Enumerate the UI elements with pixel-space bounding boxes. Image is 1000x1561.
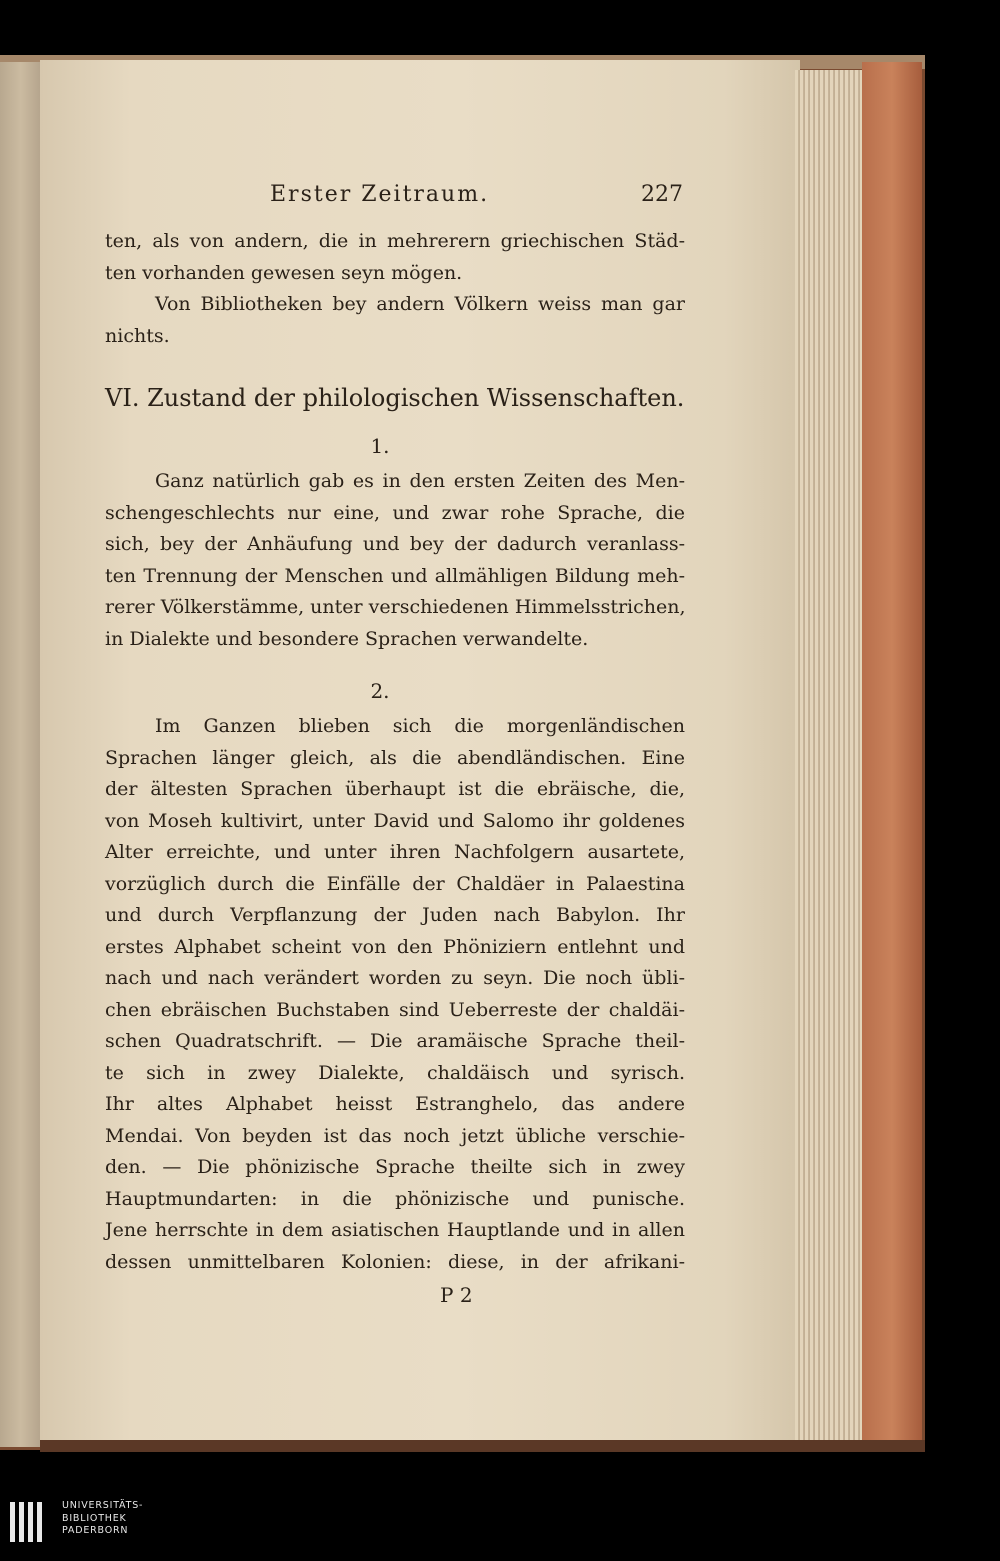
- text-line: chen ebräischen Buchstaben sind Ueberreste der chaldäi-: [105, 998, 685, 1021]
- text-line: der ältesten Sprachen überhaupt ist die ebräische, die,: [105, 778, 685, 800]
- section-number: 1.: [370, 434, 390, 458]
- text-line: nach und nach verändert worden zu seyn. Die noch übli-: [105, 967, 685, 989]
- text-line: ten vorhanden gewesen seyn mögen.: [105, 261, 463, 284]
- text-line: den. — Die phönizische Sprache theilte sich in zwey: [105, 1156, 685, 1178]
- text-line: schen Quadratschrift. — Die aramäische Sprache theil-: [105, 1030, 685, 1052]
- library-logo-line: BIBLIOTHEK: [62, 1512, 127, 1524]
- text-line: von Moseh kultivirt, unter David und Salomo ihr goldenes: [105, 809, 685, 832]
- running-head-title: Erster Zeitraum.: [270, 182, 490, 207]
- text-line: in Dialekte und besondere Sprachen verwandelte.: [105, 627, 589, 650]
- library-logo-text: [62, 1500, 143, 1538]
- library-logo-line: PADERBORN: [62, 1525, 129, 1536]
- text-line: Mendai. Von beyden ist das noch jetzt übliche verschie-: [105, 1124, 685, 1147]
- text-line: nichts.: [105, 324, 170, 347]
- section-heading: VI. Zustand der philologischen Wissenschaften.: [105, 384, 685, 412]
- text-line: und durch Verpflanzung der Juden nach Babylon. Ihr: [105, 904, 685, 926]
- text-line: erstes Alphabet scheint von den Phöniziern entlehnt und: [105, 935, 685, 958]
- text-line: sich, bey der Anhäufung und bey der dadurch veranlass-: [105, 533, 685, 555]
- text-line: schengeschlechts nur eine, und zwar rohe Sprache, die: [105, 501, 685, 524]
- text-line: Im Ganzen blieben sich die morgenländischen: [155, 715, 685, 737]
- text-line: rerer Völkerstämme, unter verschiedenen Himmelsstrichen,: [105, 596, 686, 618]
- text-line: ten, als von andern, die in mehrerern griechischen Städ-: [105, 230, 685, 252]
- signature-mark: P 2: [440, 1283, 473, 1307]
- text-line: Ganz natürlich gab es in den ersten Zeiten des Men-: [155, 470, 685, 492]
- page-number: 227: [641, 182, 683, 207]
- page-fore-edge: [795, 70, 865, 1442]
- cover-edge: [862, 62, 922, 1447]
- text-line: Hauptmundarten: in die phönizische und punische.: [105, 1187, 685, 1210]
- text-line: dessen unmittelbaren Kolonien: diese, in der afrikani-: [105, 1250, 685, 1273]
- page-text: [105, 178, 685, 1278]
- text-line: te sich in zwey Dialekte, chaldäisch und syrisch.: [105, 1061, 685, 1084]
- text-line: Von Bibliotheken bey andern Völkern weiss man gar: [155, 293, 685, 315]
- text-line: Jene herrschte in dem asiatischen Hauptlande und in allen: [105, 1219, 685, 1241]
- library-logo-icon: [10, 1502, 50, 1542]
- running-head: [105, 178, 685, 226]
- text-line: Alter erreichte, und unter ihren Nachfolgern ausartete,: [105, 841, 685, 863]
- text-line: Ihr altes Alphabet heisst Estranghelo, das andere: [105, 1093, 685, 1115]
- text-line: Sprachen länger gleich, als die abendländischen. Eine: [105, 746, 685, 769]
- text-line: vorzüglich durch die Einfälle der Chaldäer in Palaestina: [105, 872, 685, 895]
- library-logo-line: UNIVERSITÄTS-: [62, 1500, 144, 1511]
- text-line: ten Trennung der Menschen und allmähligen Bildung meh-: [105, 564, 685, 587]
- section-number: 2.: [370, 679, 390, 703]
- cover-bottom-edge: [40, 1440, 925, 1452]
